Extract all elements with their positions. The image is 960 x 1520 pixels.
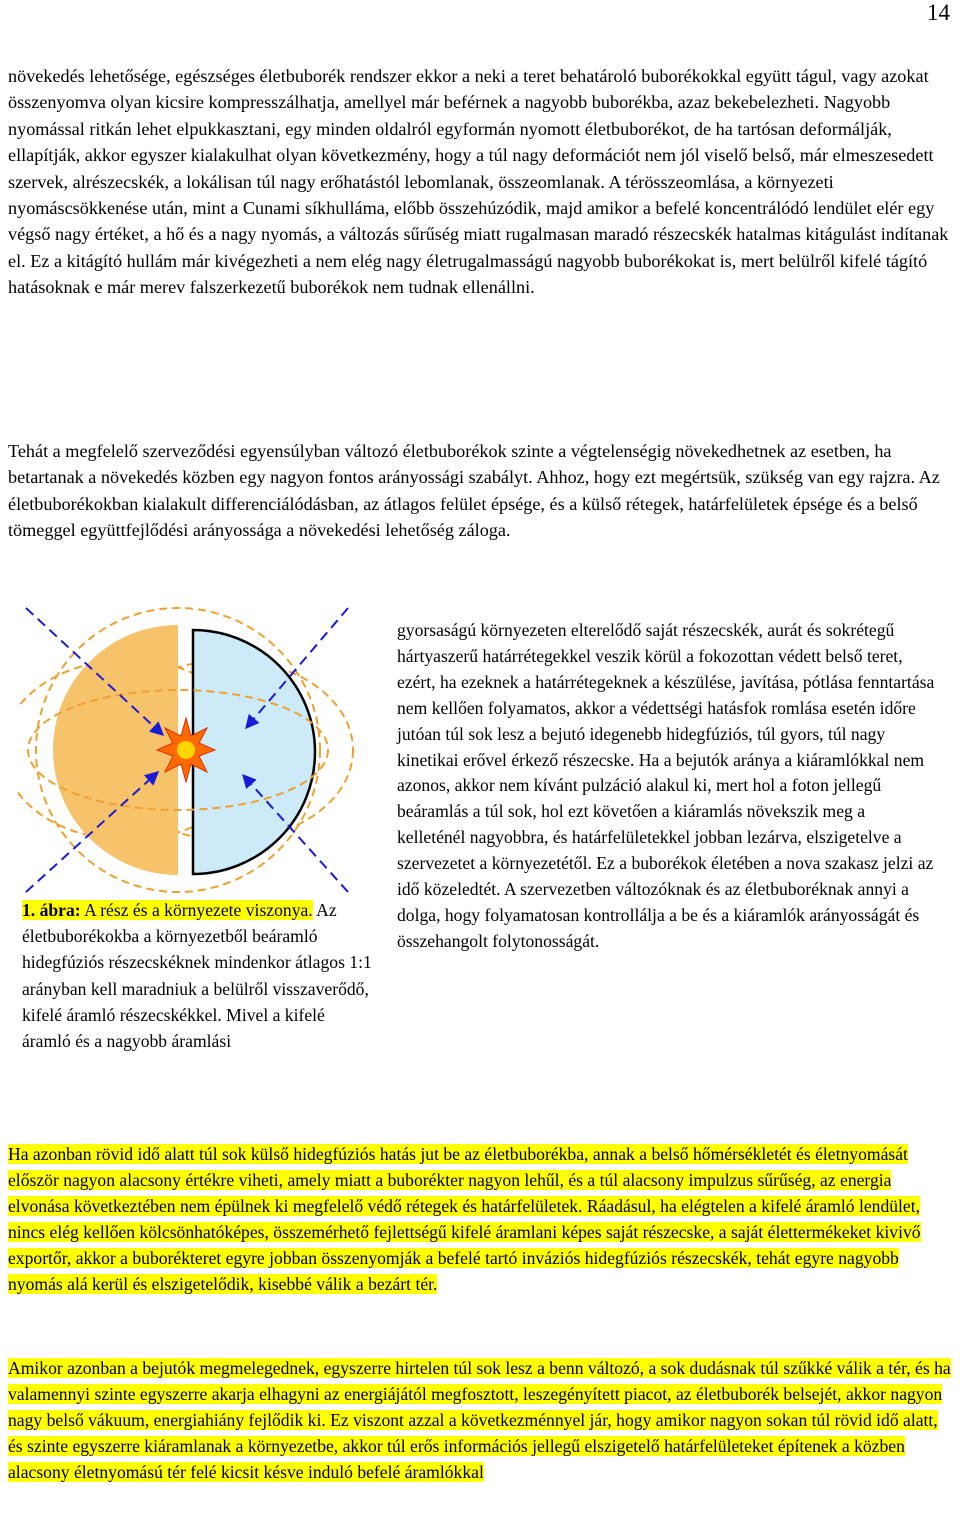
page-number: 14 [927,0,950,25]
figure-bubble-diagram [18,600,358,900]
highlight-text-2: Amikor azonban a bejutók megmelegednek, egyszerre hirtelen túl sok lesz a benn változó, a sok dudásnak túl szűkké válik a tér, és ha valamennyi szinte egyszerre akarja elhagyni az energiájától megfosztott, leszegényített piacot, az életbuborék belsejét, akkor nagyon nagy belső vákuum, energiahiány fejlődik ki. Ez viszont azzal a következménnyel jár, hogy amikor nagyon sokan túl rövid idő alatt, és szinte egyszerre kiáramlanak a környezetbe, akkor túl erős információs jellegű elszigetelő határfelületeket építenek a közben alacsony életnyomású tér felé kicsit késve induló befelé áramlókkal [8,1358,951,1482]
paragraph-1: növekedés lehetősége, egészséges életbuborék rendszer ekkor a neki a teret behatároló buborékokkal együtt tágul, vagy azokat összenyomva olyan kicsire kompresszálhatja, amellyel már beférnek a nagyobb buborékba, azaz bekebelezheti. Nagyobb nyomással ritkán lehet elpukkasztani, egy minden oldalról egyformán nyomott életbuborékot, de ha tartósan deformálják, ellapítják, akkor egyszer kialakulhat olyan következmény, hogy a túl nagy deformációt nem jól viselő belső, már elmeszesedett szervek, alrészecskék, a lokálisan túl nagy erőhatástól lebomlanak, összeomlanak. A térösszeomlása, a környezeti nyomáscsökkenése után, mint a Cunami síkhulláma, előbb összehúzódik, majd amikor a befelé koncentrálódó lendület elér egy végső nagy értéket, a hő és a nagy nyomás, a változás sűrűség miatt rugalmasan maradó részecskék hatalmas kitágulást indítanak el. Ez a kitágító hullám már kivégezheti a nem elég nagy életrugalmasságú nagyobb buborékokat is, mert belülről kifelé tágító hatásoknak e már merev falszerkezetű buborékok nem tudnak ellenállni. [8,66,949,298]
highlight-paragraph-2 [8,1356,952,1486]
right-column-text: gyorsaságú környezeten elterelődő saját részecskék, aurát és sokrétegű hártyaszerű határrétegekkel veszik körül a fokozottan védett belső teret, ezért, ha ezeknek a határrétegeknek a készülése, javítása, pótlása fenntartása nem kellően folyamatos, akkor a védettségi hatásfok romlása esetén időre jutóan túl sok lesz a bejutó idegenebb hidegfúziós, túl gyors, túl nagy kinetikai erővel érkező részecske. Ha a bejutók aránya a kiáramlókkal nem azonos, akkor nem kívánt pulzáció alakul ki, mert hol a foton jellegű beáramlás a túl sok, hol ezt követően a kiáramlás növekszik meg a kelleténél nagyobbra, és határfelületekkel jobban lezárva, elszigetelve a szervezetet a környezetétől. Ez a buborékok életében a nova szakasz jelzi az idő közeledtét. A szervezetben változóknak és az életbuboréknak annyi a dolga, hogy folyamatosan kontrollálja a be és a kiáramlók arányosságát és összehangolt folytonosságát. [397,620,935,951]
caption-label: 1. ábra: [22,900,81,920]
highlight-paragraph-1 [8,1142,952,1297]
highlight-text-1: Ha azonban rövid idő alatt túl sok külső hidegfúziós hatás jut be az életbuborékba, annak a belső hőmérsékletét és életnyomását először nagyon alacsony értékre viheti, amely miatt a buborékter nagyon lehűl, és a túl alacsony impulzus sűrűség, az energia elvonása következtében nem épülnek ki megfelelő védő rétegek és határfelületek. Ráadásul, ha elégtelen a kifelé áramló lendület, nincs elég kellően kölcsönhatóképes, összemérhető fejlettségű kifelé áramlani képes saját részecske, a saját élettermékeket kivivő exportőr, akkor a buborékteret egyre jobban összenyomják a befelé tartó inváziós hidegfúziós részecskék, tehát egyre nagyobb nyomás alá kerül és elszigetelődik, kisebbé válik a bezárt tér. [8,1144,921,1294]
paragraph-2: Tehát a megfelelő szerveződési egyensúlyban változó életbuborékok szinte a végtelenségig növekedhetnek az esetben, ha betartanak a növekedés közben egy nagyon fontos arányossági szabályt. Ahhoz, hogy ezt megértsük, szükség van egy rajzra. Az életbuborékokban kialakult differenciálódásban, az átlagos felület épsége, és a külső rétegek, határfelületek épsége és a belső tömeggel együttfejlődési arányossága a növekedési lehetőség záloga. [8,441,940,541]
figure-caption [22,897,374,1054]
caption-body: Az életbuborékokba a környezetből beáramló hidegfúziós részecskéknek mindenkor átlagos 1:1 arányban kell maradniuk a belülről visszaverődő, kifelé áramló részecskékkel. Mivel a kifelé áramló és a nagyobb áramlási [22,900,372,1052]
right-half-bubble [193,630,315,874]
caption-title: A rész és a környezete viszonya. [80,900,313,920]
